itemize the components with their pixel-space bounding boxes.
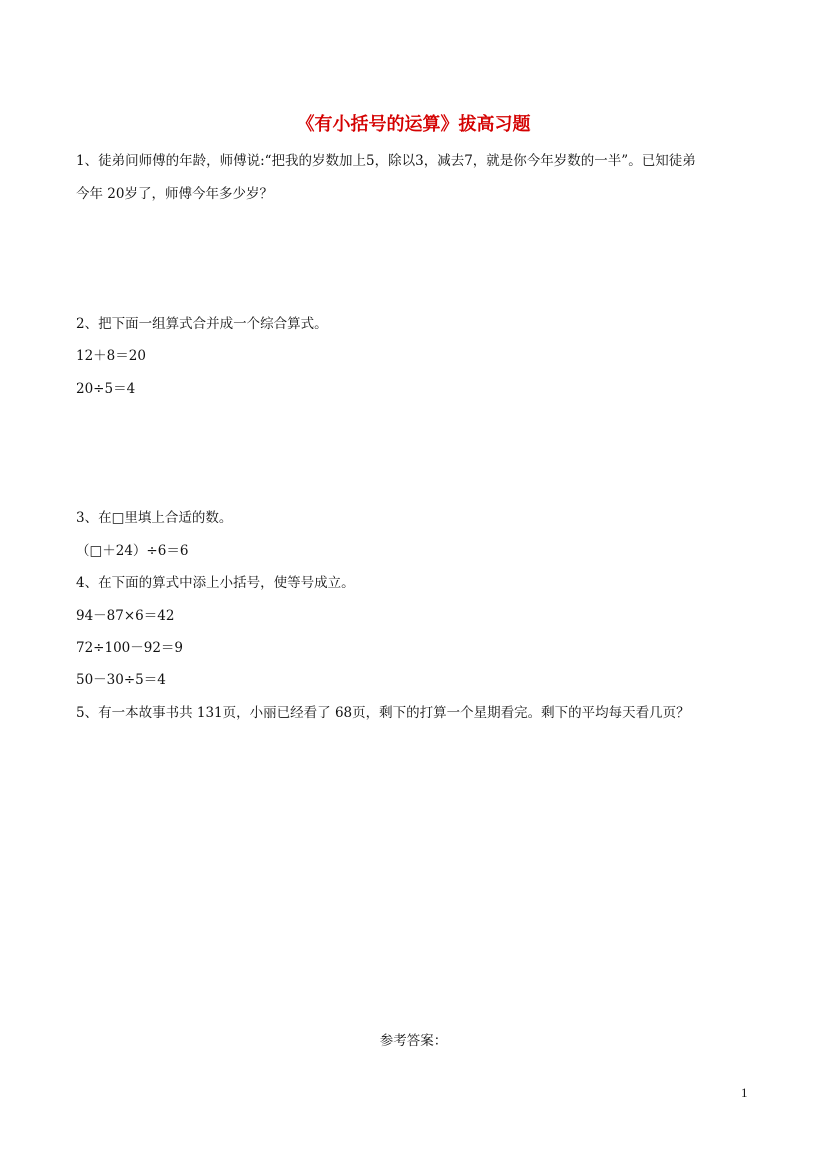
question-4-text: 4、在下面的算式中添上小括号，使等号成立。 — [76, 575, 355, 591]
question-4-equation-2: 72÷100－92＝9 — [76, 640, 184, 656]
question-3-equation: （□＋24）÷6＝6 — [76, 543, 189, 559]
question-5-text: 5、有一本故事书共 131页，小丽已经看了 68页，剩下的打算一个星期看完。剩下的平均每天看几页？ — [76, 705, 690, 721]
answer-key-label: 参考答案： — [379, 1033, 448, 1049]
page-number: 1 — [741, 1085, 748, 1100]
question-3-text: 3、在□里填上合适的数。 — [76, 510, 233, 526]
question-2-text: 2、把下面一组算式合并成一个综合算式。 — [76, 316, 328, 332]
question-1-line-2: 今年 20岁了，师傅今年多少岁？ — [76, 186, 273, 202]
question-2-equation-2: 20÷5＝4 — [76, 381, 136, 397]
question-2-equation-1: 12＋8＝20 — [76, 348, 146, 364]
question-4-equation-3: 50－30÷5＝4 — [76, 672, 166, 688]
question-1-line-1: 1、徒弟问师傅的年龄，师傅说:“把我的岁数加上5，除以3，减去7，就是你今年岁数的一半”。已知徒弟 — [76, 153, 696, 169]
question-4-equation-1: 94－87×6＝42 — [76, 608, 175, 624]
page-title: 《有小括号的运算》拔高习题 — [296, 114, 531, 135]
